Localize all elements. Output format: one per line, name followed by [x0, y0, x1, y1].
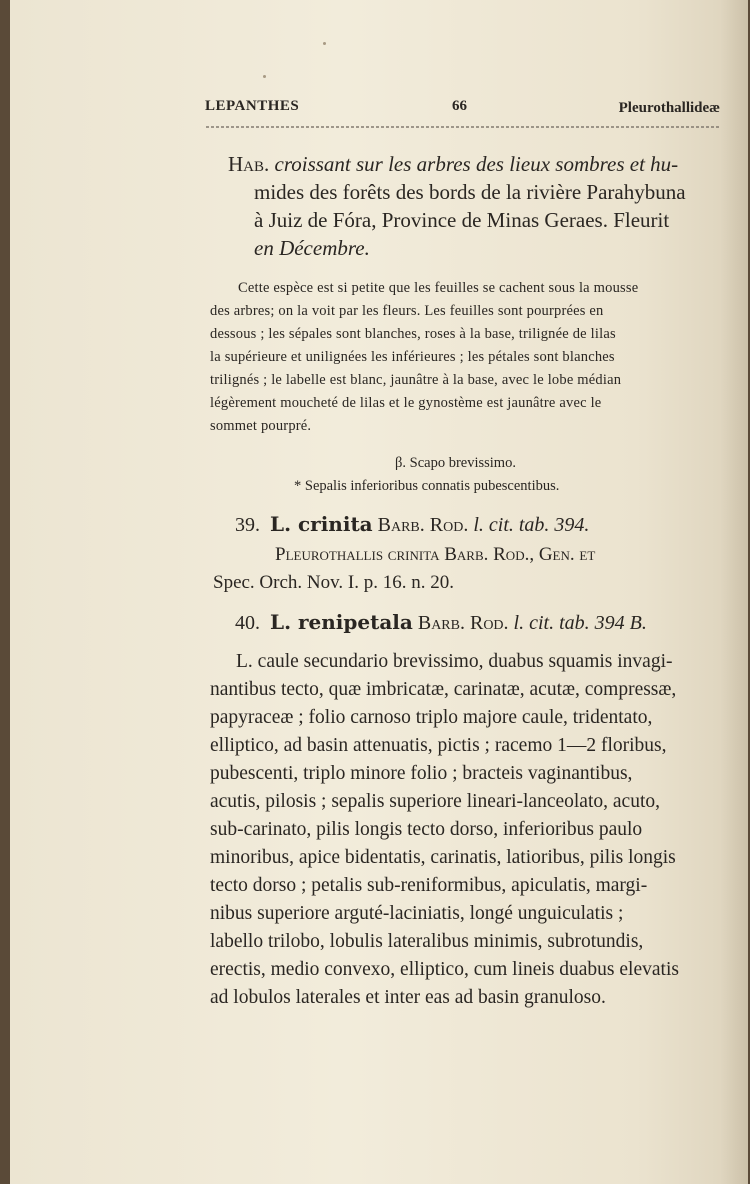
species-number: 39. — [235, 514, 260, 536]
page-number: 66 — [452, 98, 467, 114]
description-line: L. caule secundario brevissimo, duabus squamis invagi- — [236, 651, 673, 672]
french-note — [210, 277, 725, 438]
species-number: 40. — [235, 612, 260, 634]
habitat-line: Hab. croissant sur les arbres des lieux sombres et hu- — [228, 152, 679, 176]
habitat-line: mides des forêts des bords de la rivière Parahybuna — [254, 180, 686, 204]
note-line: sommet pourpré. — [210, 418, 312, 434]
habitat-line: à Juiz de Fóra, Province de Minas Geraes. Fleurit — [254, 208, 670, 232]
species-name: L. crinita — [270, 512, 373, 536]
synonym-line: Spec. Orch. Nov. I. p. 16. n. 20. — [213, 572, 454, 593]
species-authority: Barb. Rod. — [377, 514, 469, 536]
description-line: acutis, pilosis ; sepalis superiore lineari-lanceolato, acuto, — [210, 791, 660, 812]
note-line: légèrement moucheté de lilas et le gynostème est jaunâtre avec le — [210, 395, 602, 411]
description-line: sub-carinato, pilis longis tecto dorso, inferioribus paulo — [210, 819, 643, 840]
species-authority: Barb. Rod. — [417, 612, 509, 634]
header-rule — [206, 126, 721, 128]
description-line: pubescenti, triplo minore folio ; bracteis vaginantibus, — [210, 763, 633, 784]
note-line: dessous ; les sépales sont blanches, roses à la base, trilignée de lilas — [210, 326, 616, 342]
paper-speck — [323, 42, 326, 45]
description-line: papyraceæ ; folio carnoso triplo majore caule, tridentato, — [210, 707, 653, 728]
running-header — [205, 98, 720, 128]
description-line: elliptico, ad basin attenuatis, pictis ; racemo 1—2 floribus, — [210, 735, 667, 756]
note-line: trilignés ; le labelle est blanc, jaunâtre à la base, avec le lobe médian — [210, 372, 622, 388]
note-line: Cette espèce est si petite que les feuilles se cachent sous la mousse — [238, 280, 639, 296]
description-line: labello trilobo, lobulis lateralibus minimis, subrotundis, — [210, 931, 644, 952]
note-line: des arbres; on la voit par les fleurs. Les feuilles sont pourprées en — [210, 303, 604, 319]
variety-sepal-note: * Sepalis inferioribus connatis pubescentibus. — [294, 478, 560, 494]
running-head-right: Pleurothallideæ — [618, 100, 720, 116]
species-39-heading — [235, 512, 589, 537]
description-line: nibus superiore arguté-laciniatis, longé unguiculatis ; — [210, 903, 624, 924]
habitat-label: Hab. — [228, 152, 270, 176]
description-line: tecto dorso ; petalis sub-reniformibus, apiculatis, margi- — [210, 875, 648, 896]
synonym-line: Pleurothallis crinita Barb. Rod., Gen. et — [275, 544, 596, 565]
species-name: L. renipetala — [270, 610, 413, 634]
species-citation: l. cit. tab. 394 B. — [513, 612, 647, 634]
description-line: nantibus tecto, quæ imbricatæ, carinatæ, acutæ, compressæ, — [210, 679, 677, 700]
latin-description — [210, 648, 720, 1012]
habitat-line: en Décembre. — [254, 236, 370, 260]
habitat-paragraph — [228, 150, 723, 262]
running-head-left: LEPANTHES — [205, 98, 300, 114]
species-citation: l. cit. tab. 394. — [473, 514, 590, 536]
note-line: la supérieure et unilignées les inférieures ; les pétales sont blanches — [210, 349, 615, 365]
paper-speck — [263, 75, 266, 78]
variety-beta: β. Scapo brevissimo. — [395, 455, 516, 471]
species-40-heading — [235, 610, 647, 635]
description-line: minoribus, apice bidentatis, carinatis, latioribus, pilis longis — [210, 847, 676, 868]
description-line: ad lobulos laterales et inter eas ad basin granuloso. — [210, 987, 606, 1008]
description-line: erectis, medio convexo, elliptico, cum lineis duabus elevatis — [210, 959, 679, 980]
book-page — [10, 0, 748, 1184]
